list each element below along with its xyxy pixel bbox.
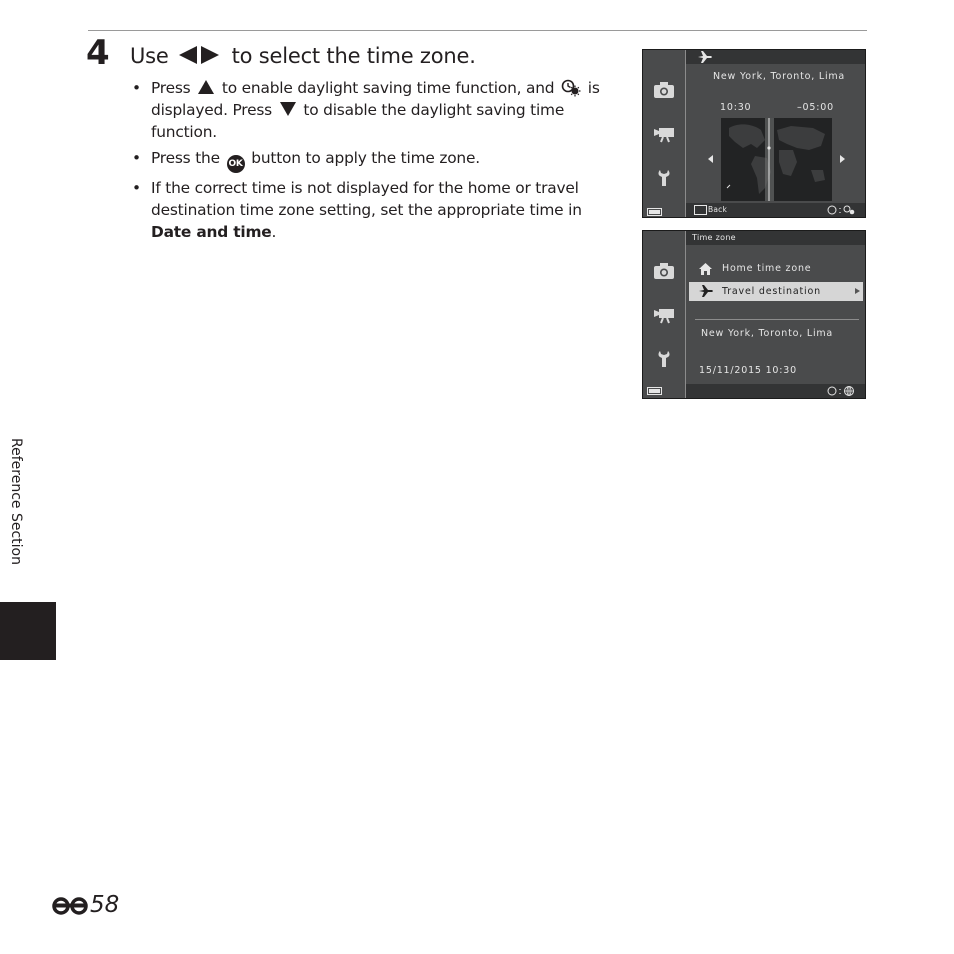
reference-section-icon <box>52 894 88 916</box>
step-number: 4 <box>86 33 110 73</box>
menu-tab-column <box>643 50 686 217</box>
back-label[interactable]: Back <box>708 205 728 214</box>
screen-footer <box>686 384 865 398</box>
battery-icon <box>647 387 662 395</box>
wrench-icon <box>653 350 675 368</box>
wrench-icon <box>653 169 675 187</box>
movie-icon <box>653 125 675 143</box>
up-arrow-icon <box>198 80 214 94</box>
menu-item-home[interactable] <box>689 260 863 278</box>
home-icon <box>699 263 712 275</box>
city-name: New York, Toronto, Lima <box>713 71 846 82</box>
menu-item-label: Home time zone <box>722 263 812 274</box>
date-and-time-term: Date and time <box>151 223 272 241</box>
bullet-dst: • Press to enable daylight saving time function, and is displayed. Press to disable the daylight saving time function. <box>132 77 612 143</box>
menu-button-icon <box>694 205 707 215</box>
step-title-start: Use <box>130 44 169 68</box>
bullet-date-time: • If the correct time is not displayed for the home or travel destination time zone setting, set the appropriate time in Date and time. <box>132 177 612 243</box>
airplane-icon <box>699 285 713 297</box>
screen-header <box>686 231 865 245</box>
daylight-saving-icon <box>561 79 581 97</box>
bullet-ok: • Press the OK button to apply the time zone. <box>132 147 612 173</box>
map-scroll-right-arrow[interactable] <box>840 155 845 163</box>
movie-icon <box>653 306 675 324</box>
camera-screen-map <box>642 49 866 218</box>
map-scroll-left-arrow[interactable] <box>708 155 713 163</box>
city-name: New York, Toronto, Lima <box>701 328 834 339</box>
menu-item-label: Travel destination <box>722 286 821 297</box>
page-number: 58 <box>52 890 119 920</box>
left-right-arrows-icon <box>177 45 223 65</box>
camera-icon <box>653 81 675 99</box>
side-tab-label: Reference Section <box>8 438 24 565</box>
menu-tab-column <box>643 231 686 398</box>
camera-icon <box>653 262 675 280</box>
dst-toggle-icon <box>827 204 857 216</box>
utc-offset: –05:00 <box>797 102 834 113</box>
battery-icon <box>647 208 662 216</box>
instruction-list <box>132 77 612 247</box>
camera-screen-timezone-menu <box>642 230 866 399</box>
ok-button-icon: OK <box>227 155 245 173</box>
world-map[interactable] <box>721 118 832 201</box>
local-time: 10:30 <box>720 102 752 113</box>
menu-item-travel[interactable] <box>689 282 863 301</box>
step-title <box>130 41 476 71</box>
side-tab-marker <box>0 602 56 660</box>
submenu-arrow-icon <box>855 288 860 294</box>
world-time-icon <box>827 385 855 397</box>
screen-footer <box>686 203 865 217</box>
top-rule <box>88 30 867 31</box>
step-title-end: to select the time zone. <box>231 44 476 68</box>
screen-header <box>686 50 865 64</box>
divider <box>695 319 859 320</box>
down-arrow-icon <box>280 102 296 116</box>
current-datetime: 15/11/2015 10:30 <box>699 365 797 376</box>
airplane-icon <box>698 51 712 63</box>
screen-title: Time zone <box>692 233 736 242</box>
